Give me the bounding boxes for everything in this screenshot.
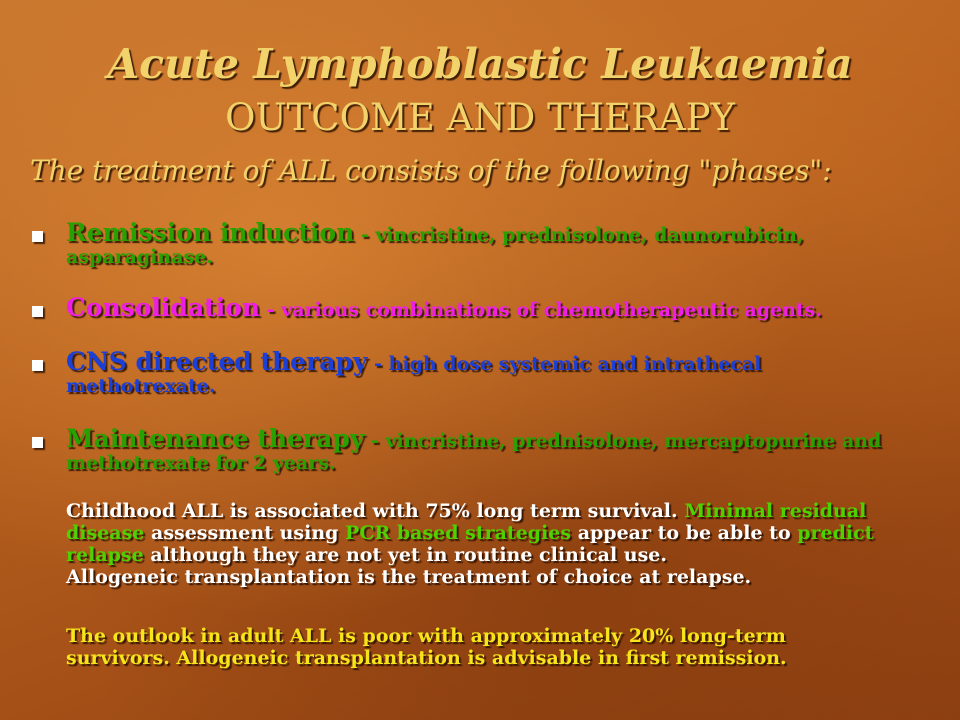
- adult-all-paragraph: [66, 625, 946, 669]
- slide-title: Acute Lymphoblastic Leukaemia: [107, 40, 853, 88]
- bullet-detail: - high dose systemic and intrathecal: [367, 353, 762, 375]
- childhood-all-paragraph: [66, 500, 946, 588]
- bullet-detail: - vincristine, prednisolone, daunorubicin,: [354, 224, 804, 246]
- para1-text: Childhood ALL is associated with 75% long term survival.: [66, 500, 685, 522]
- bullet-text: [66, 424, 946, 474]
- para2-text: survivors. Allogeneic transplantation is advisable in first remission.: [66, 647, 787, 669]
- bullet-detail: - various combinations of chemotherapeutic agents.: [260, 299, 822, 321]
- slide-subtitle: OUTCOME AND THERAPY: [225, 96, 735, 139]
- para1-highlight: Minimal residual: [684, 500, 867, 522]
- bullet-detail: - vincristine, prednisolone, mercaptopurine and: [364, 430, 882, 452]
- para1-text: assessment using: [144, 522, 346, 544]
- para1-text: although they are not yet in routine clinical use.: [143, 544, 668, 566]
- bullet-heading: CNS directed therapy: [66, 347, 368, 376]
- square-bullet-icon: [32, 360, 43, 371]
- square-bullet-icon: [32, 306, 43, 317]
- bullet-text: [66, 293, 946, 322]
- para1-highlight: relapse: [66, 544, 144, 566]
- para1-highlight: disease: [66, 522, 145, 544]
- square-bullet-icon: [32, 231, 43, 242]
- bullet-heading: Maintenance therapy: [66, 424, 365, 453]
- para1-highlight: PCR based strategies: [345, 522, 572, 544]
- para1-highlight: predict: [797, 522, 874, 544]
- square-bullet-icon: [32, 437, 43, 448]
- para1-text: Allogeneic transplantation is the treatment of choice at relapse.: [66, 566, 752, 588]
- para1-text: appear to be able to: [571, 522, 798, 544]
- bullet-detail-line2: asparaginase.: [66, 246, 213, 268]
- bullet-heading: Consolidation: [66, 293, 261, 322]
- bullet-text: [66, 347, 946, 397]
- bullet-heading: Remission induction: [66, 218, 355, 247]
- bullet-detail-line2: methotrexate.: [66, 375, 216, 397]
- para2-text: The outlook in adult ALL is poor with approximately 20% long-term: [66, 625, 786, 647]
- bullet-text: [66, 218, 946, 268]
- bullet-detail-line2: methotrexate for 2 years.: [66, 452, 336, 474]
- intro-text: The treatment of ALL consists of the following "phases":: [30, 154, 832, 187]
